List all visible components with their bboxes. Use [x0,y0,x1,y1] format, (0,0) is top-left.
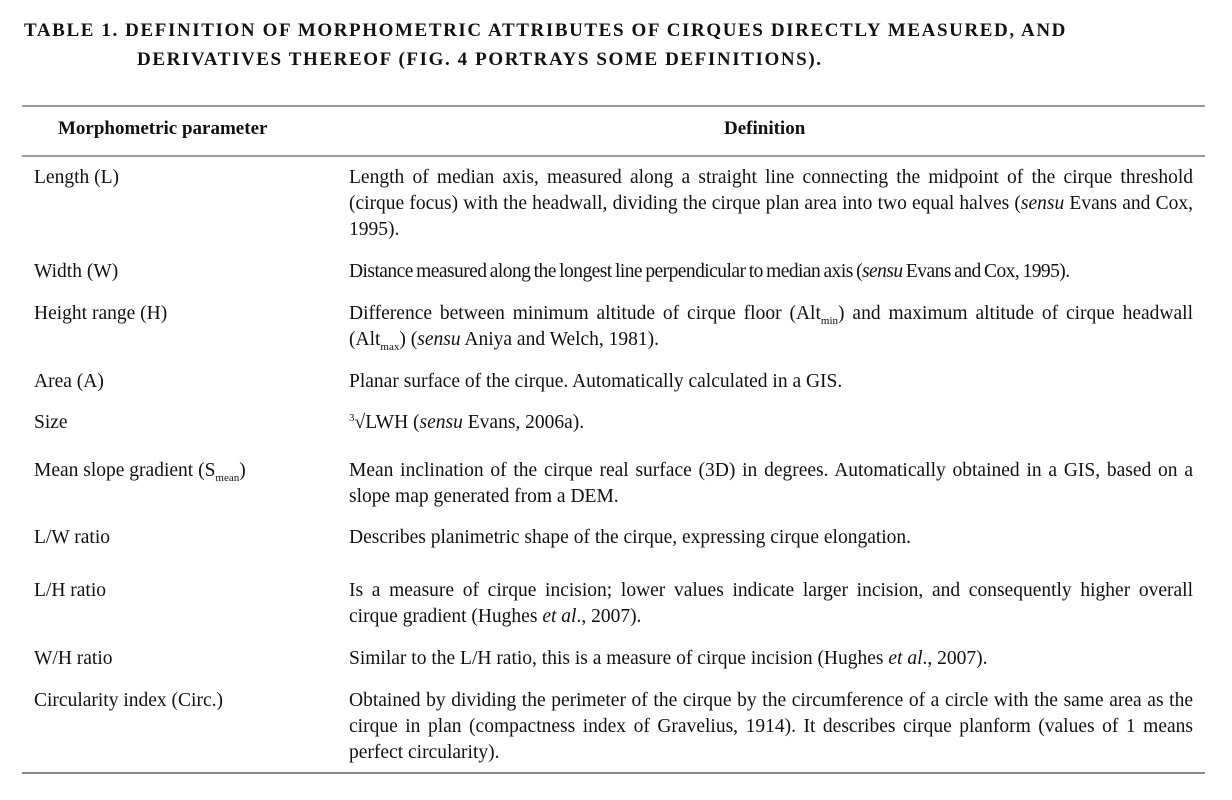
definition-cell [349,525,1193,551]
def-text: Describes planimetric shape of the cirque, expressing cirque elongation. [349,527,912,548]
def-subscript: min [820,315,839,327]
table-top-rule [22,105,1205,107]
def-superscript: 3 [349,412,355,424]
def-text: ., 2007). [576,606,642,627]
def-text: Is a measure of cirque incision; lower values indicate larger incision, and consequently higher overall cirque gradient (Hughes [349,580,1193,627]
def-text: Evans and Cox, 1995). [902,261,1070,282]
definition-cell [349,458,1193,510]
def-text: Distance measured along the longest line perpendicular to median axis ( [349,261,863,282]
def-italic: et al [888,648,923,669]
param-cell: Size [34,412,68,433]
definition-cell [349,301,1193,353]
def-text: Length of median axis, measured along a straight line connecting the midpoint of the cirque threshold (cirque focus) with the headwall, dividing the cirque plan area into two equal halves ( [349,167,1193,214]
def-text: ., 2007). [922,648,988,669]
header-definition: Definition [724,118,806,139]
table-bottom-rule [22,772,1205,774]
param-cell: Width (W) [34,261,119,282]
param-cell: Area (A) [34,371,104,392]
param-cell: W/H ratio [34,648,113,669]
param-cell: Circularity index (Circ.) [34,690,223,711]
param-cell [34,458,246,484]
header-rule [22,155,1205,157]
caption-label: TABLE 1. [24,20,119,41]
def-text: Difference between minimum altitude of cirque floor (Alt [349,303,821,324]
definition-cell [349,646,1193,672]
def-italic: et al [542,606,577,627]
caption-line-1: DEFINITION OF MORPHOMETRIC ATTRIBUTES OF CIRQUES DIRECTLY MEASURED, AND [125,20,1067,41]
def-text: ) ( [399,329,418,350]
param-subscript: mean [215,472,240,484]
param-cell: L/H ratio [34,580,107,601]
param-cell: L/W ratio [34,527,110,548]
def-italic: sensu [419,412,463,433]
definition-cell [349,259,1193,285]
caption-line-2: DERIVATIVES THEREOF (FIG. 4 PORTRAYS SOME DEFINITIONS). [137,49,823,70]
def-text: Planar surface of the cirque. Automatically calculated in a GIS. [349,371,843,392]
def-text: Aniya and Welch, 1981). [460,329,660,350]
definition-cell [349,165,1193,243]
param-text: Mean slope gradient (S [34,460,216,481]
def-italic: sensu [1020,193,1065,214]
param-cell: Length (L) [34,167,120,188]
table-caption [24,16,1209,74]
def-text: Evans and Cox, 1995). [349,193,1193,240]
param-text: ) [239,460,246,481]
header-parameter: Morphometric parameter [58,118,268,139]
definition-cell [349,688,1193,766]
def-text: ) and maximum altitude of cirque headwall (Alt [349,303,1193,350]
def-text: Obtained by dividing the perimeter of the cirque by the circumference of a circle with the same area as the cirque in plan (compactness index of Gravelius, 1914). It describes cirque planform (values of 1 means perfect circularity). [349,690,1193,763]
definition-cell [349,369,1193,395]
param-cell: Height range (H) [34,303,168,324]
definition-cell [349,410,1193,436]
def-text: Mean inclination of the cirque real surface (3D) in degrees. Automatically obtained in a GIS, based on a slope map generated from a DEM. [349,460,1193,507]
definition-cell [349,578,1193,630]
def-text: Evans, 2006a). [462,412,585,433]
def-text: Similar to the L/H ratio, this is a measure of cirque incision (Hughes [349,648,889,669]
def-italic: sensu [417,329,461,350]
def-italic: sensu [862,261,903,282]
def-subscript: max [380,341,400,353]
def-text: √LWH ( [354,412,420,433]
